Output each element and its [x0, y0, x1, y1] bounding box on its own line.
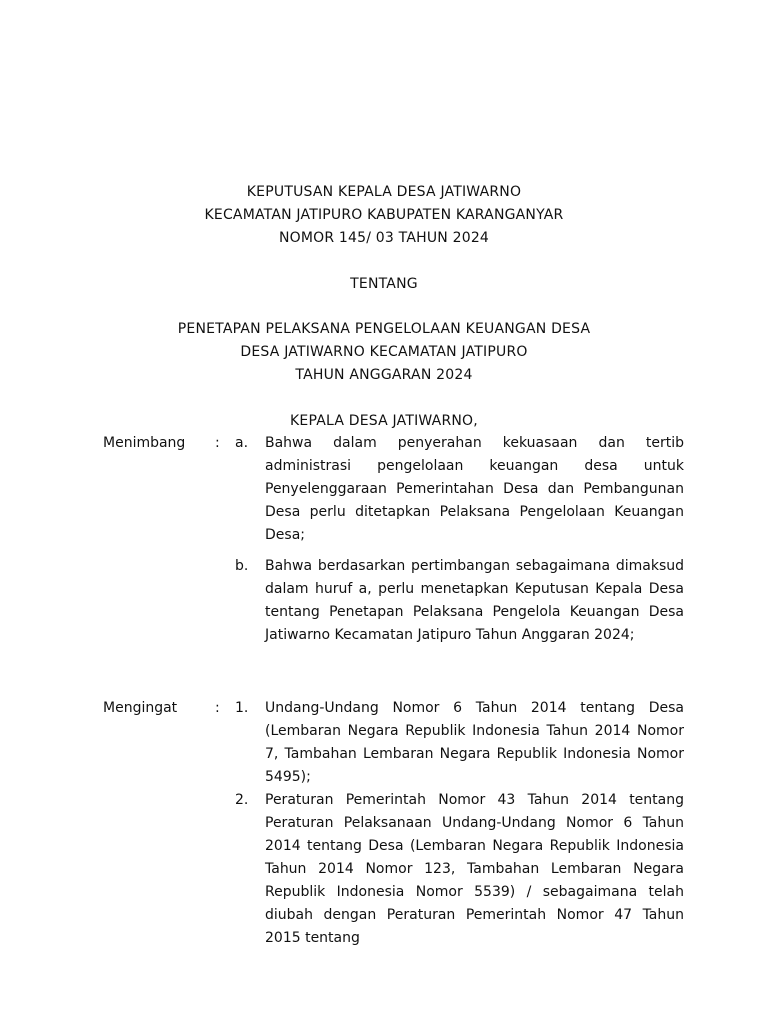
item-marker: 2.: [235, 792, 249, 808]
mengingat-section: [103, 697, 684, 950]
decree-subject-line-3: TAHUN ANGGARAN 2024: [295, 367, 473, 383]
decree-jurisdiction: KECAMATAN JATIPURO KABUPATEN KARANGANYAR: [204, 207, 564, 223]
menimbang-section: [103, 432, 684, 647]
tentang-heading: TENTANG: [350, 276, 418, 292]
item-marker: b.: [235, 558, 249, 574]
menimbang-item-a: [103, 432, 684, 547]
item-marker: 1.: [235, 700, 249, 716]
decree-subject-line-2: DESA JATIWARNO KECAMATAN JATIPURO: [240, 344, 528, 360]
item-marker: a.: [235, 435, 249, 451]
menimbang-label: Menimbang: [103, 435, 186, 451]
item-text: Bahwa dalam penyerahan kekuasaan dan tertib administrasi pengelolaan keuangan desa untuk Penyelenggaraan Pemerintahan Desa dan Pembangunan Desa perlu ditetapkan Pelaksana Pengelolaan Keuangan Desa;: [265, 435, 684, 543]
decree-number: NOMOR 145/ 03 TAHUN 2024: [278, 230, 490, 246]
item-text: Peraturan Pemerintah Nomor 43 Tahun 2014 tentang Peraturan Pelaksanaan Undang-Undang Nomor 6 Tahun 2014 tentang Desa (Lembaran Negara Republik Indonesia Tahun 2014 Nomor 123, Tambahan Lembaran Negara Republik Indonesia Nomor 5539) / sebagaimana telah diubah dengan Peraturan Pemerintah Nomor 47 Tahun 2015 tentang: [265, 792, 684, 946]
issuing-official: KEPALA DESA JATIWARNO,: [290, 413, 478, 429]
mengingat-item-2: [103, 789, 684, 950]
mengingat-item-1: [103, 697, 684, 789]
item-text: Bahwa berdasarkan pertimbangan sebagaimana dimaksud dalam huruf a, perlu menetapkan Keputusan Kepala Desa tentang Penetapan Pelaksana Pengelola Keuangan Desa Jatiwarno Kecamatan Jatipuro Tahun Anggaran 2024;: [265, 558, 684, 643]
menimbang-colon: :: [215, 435, 220, 451]
decree-subject-line-1: PENETAPAN PELAKSANA PENGELOLAAN KEUANGAN DESA: [177, 321, 591, 337]
decree-title: KEPUTUSAN KEPALA DESA JATIWARNO: [246, 184, 522, 200]
mengingat-colon: :: [215, 700, 220, 716]
menimbang-item-b: [103, 555, 684, 647]
mengingat-label: Mengingat: [103, 700, 178, 716]
item-text: Undang-Undang Nomor 6 Tahun 2014 tentang Desa (Lembaran Negara Republik Indonesia Tahun 2014 Nomor 7, Tambahan Lembaran Negara Republik Indonesia Nomor 5495);: [265, 700, 684, 785]
